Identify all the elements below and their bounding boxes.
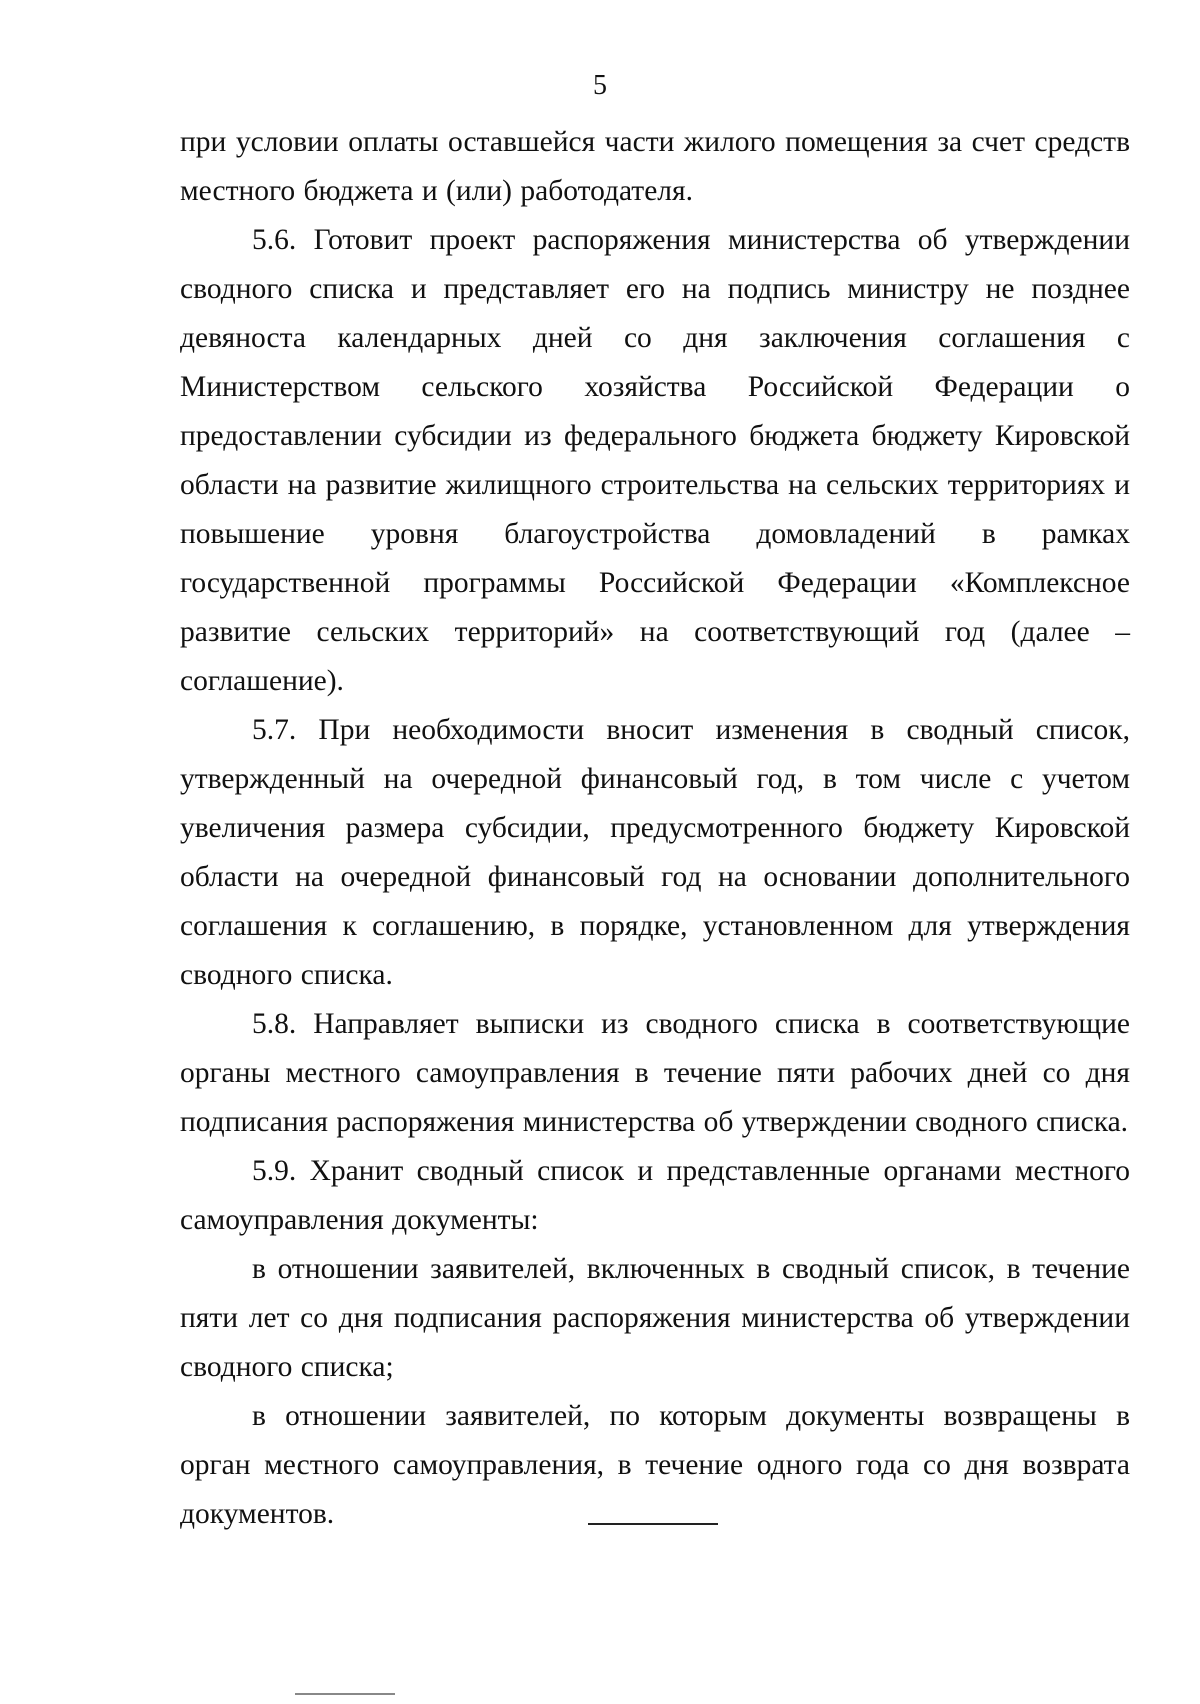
- document-body: [180, 118, 1130, 1539]
- paragraph-5-7: 5.7. При необходимости вносит изменения в сводный список, утвержденный на очередной финансовый год, в том числе с учетом увеличения размера субсидии, предусмотренного бюджету Кировской области на очередной финансовый год на основании дополнительного соглашения к соглашению, в порядке, установленном для утверждения сводного списка.: [180, 714, 1130, 991]
- paragraph-5-8: 5.8. Направляет выписки из сводного списка в соответствующие органы местного самоуправления в течение пяти рабочих дней со дня подписания распоряжения министерства об утверждении сводного списка.: [180, 1008, 1130, 1138]
- page-number: 5: [593, 70, 607, 101]
- paragraph-5-9-item-2: в отношении заявителей, по которым документы возвращены в орган местного самоуправления, в течение одного года со дня возврата документов.: [180, 1400, 1130, 1530]
- scan-edge-mark: [295, 1693, 395, 1695]
- paragraph-5-9: 5.9. Хранит сводный список и представленные органами местного самоуправления документы:: [180, 1155, 1130, 1236]
- paragraph-5-6: 5.6. Готовит проект распоряжения министерства об утверждении сводного списка и представляет его на подпись министру не позднее девяноста календарных дней со дня заключения соглашения с Министерством сельского хозяйства Российской Федерации о предоставлении субсидии из федерального бюджета бюджету Кировской области на развитие жилищного строительства на сельских территориях и повышение уровня благоустройства домовладений в рамках государственной программы Российской Федерации «Комплексное развитие сельских территорий» на соответствующий год (далее – соглашение).: [180, 224, 1130, 697]
- paragraph-continuation: при условии оплаты оставшейся части жилого помещения за счет средств местного бюджета и (или) работодателя.: [180, 126, 1130, 207]
- end-divider-line: [588, 1523, 718, 1525]
- paragraph-5-9-item-1: в отношении заявителей, включенных в сводный список, в течение пяти лет со дня подписания распоряжения министерства об утверждении сводного списка;: [180, 1253, 1130, 1383]
